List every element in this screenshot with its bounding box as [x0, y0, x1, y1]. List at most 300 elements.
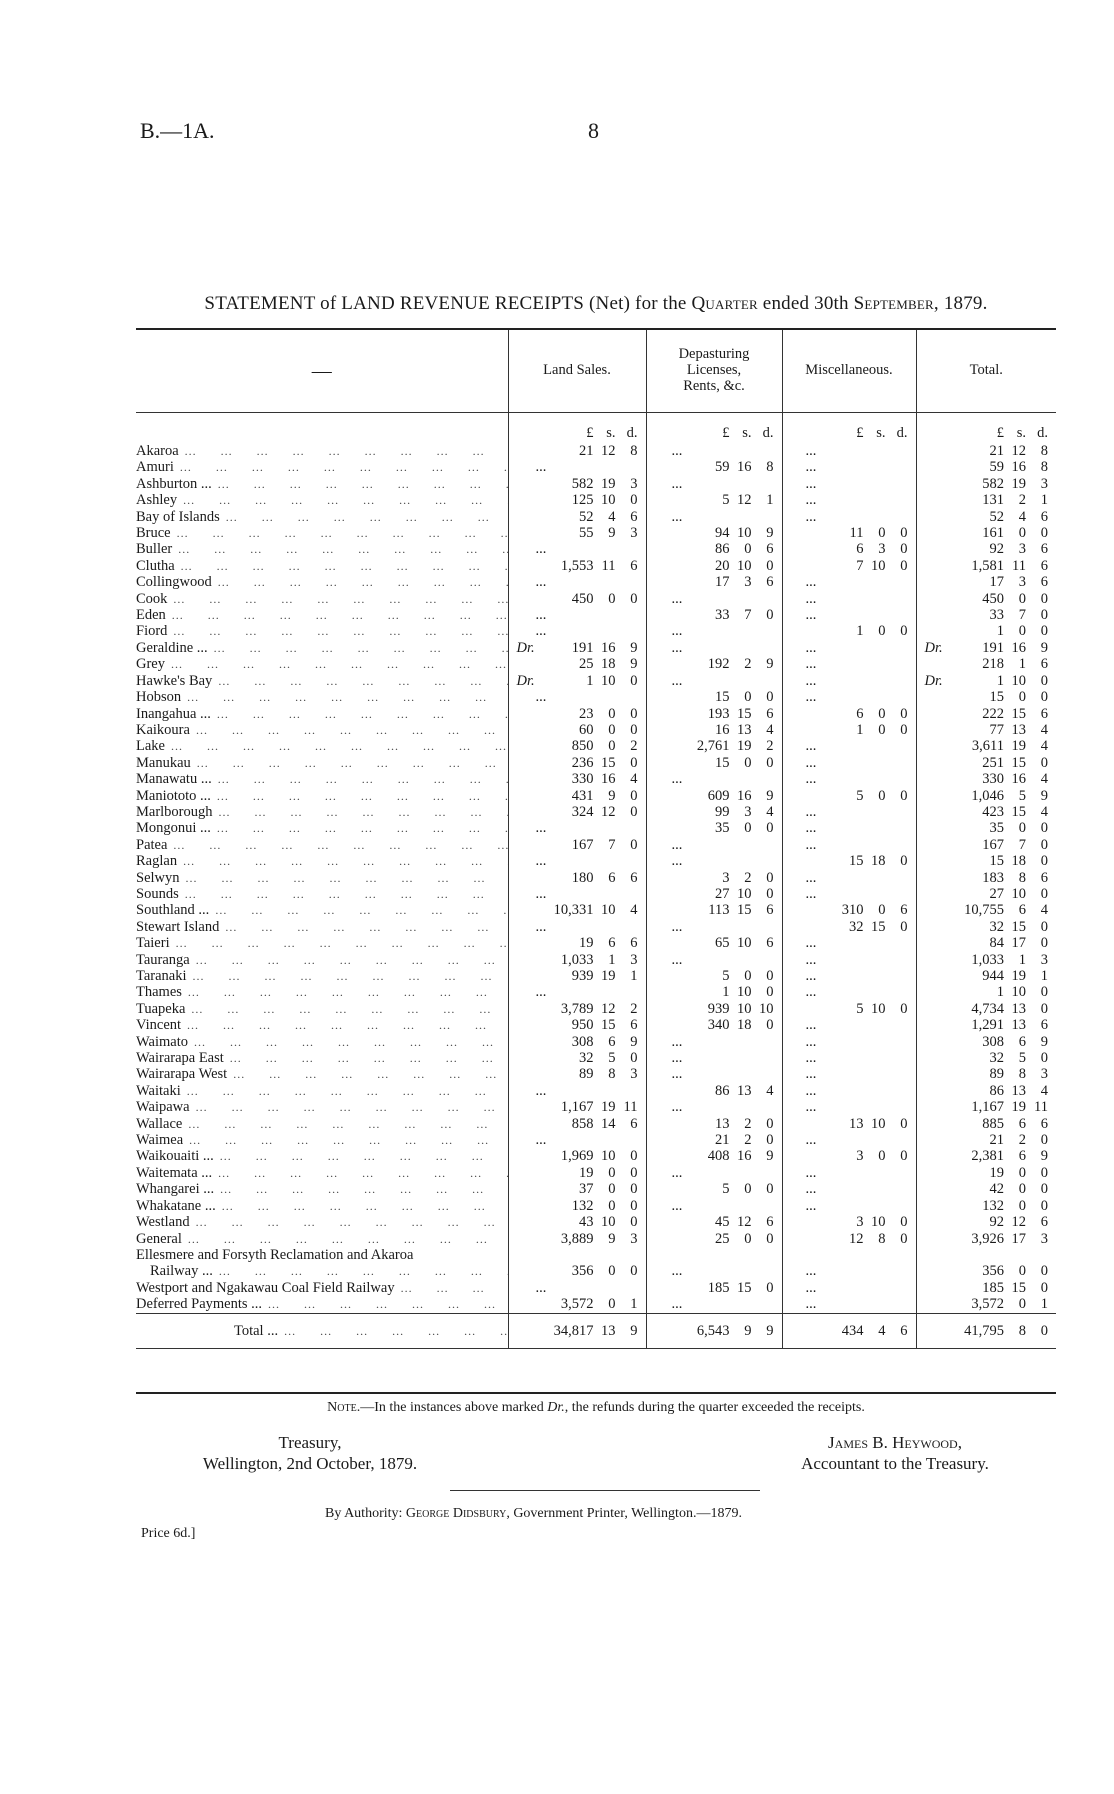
- district-name: [136, 509, 508, 525]
- leader-dots: [190, 722, 508, 738]
- pence: 0: [766, 1017, 774, 1034]
- amount: [917, 952, 1057, 968]
- pence: 3: [1040, 951, 1048, 968]
- shillings: 10: [601, 1214, 616, 1231]
- shillings: 2: [744, 869, 752, 886]
- pence: 0: [1040, 836, 1048, 853]
- amount: [509, 1083, 646, 1099]
- treasury-location: Treasury, Wellington, 2nd October, 1879.: [202, 1433, 418, 1473]
- pence: 0: [630, 492, 638, 509]
- district-cell: [136, 804, 508, 820]
- land-cell: [508, 623, 646, 639]
- shillings: 3: [1018, 574, 1026, 591]
- leader-dots: [211, 706, 508, 722]
- table-row: [136, 820, 1056, 836]
- amount: [783, 509, 916, 525]
- amount: [647, 804, 782, 820]
- table-row: [136, 509, 1056, 525]
- table-row: [136, 492, 1056, 508]
- amount: [509, 1066, 646, 1082]
- shillings: 0: [1018, 1197, 1026, 1214]
- shillings: 10: [737, 935, 752, 952]
- amount: [783, 706, 916, 722]
- amount: [647, 1148, 782, 1164]
- district-label: Deferred Payments ...: [136, 1296, 263, 1313]
- pounds: 27: [715, 885, 730, 902]
- amount: [917, 1001, 1057, 1017]
- land-cell: [508, 1066, 646, 1082]
- table-row: [136, 804, 1056, 820]
- district-cell: [136, 623, 508, 639]
- leader-dots: [208, 640, 508, 656]
- amount: [783, 1132, 916, 1148]
- nil-marker: ...: [805, 935, 817, 952]
- dep-cell: [646, 459, 782, 475]
- amount: [509, 755, 646, 771]
- pounds: 59: [989, 459, 1004, 476]
- total-cell: [916, 935, 1056, 951]
- pence: 9: [1040, 787, 1048, 804]
- amount: [917, 492, 1057, 508]
- shillings: 0: [744, 754, 752, 771]
- total-misc: [782, 1313, 916, 1348]
- district-cell: [136, 689, 508, 705]
- pounds: 5: [722, 492, 730, 509]
- shillings: 2: [1018, 1132, 1026, 1149]
- amount: [647, 706, 782, 722]
- total-cell: [916, 1181, 1056, 1197]
- amount: [917, 1148, 1057, 1164]
- amount: [647, 1181, 782, 1197]
- pounds: 32: [989, 918, 1004, 935]
- nil-marker: ...: [805, 738, 817, 755]
- pence: 4: [1040, 902, 1048, 919]
- district-name: [136, 459, 508, 475]
- total-cell: [916, 1132, 1056, 1148]
- pounds: 3: [856, 1214, 864, 1231]
- table-row: [136, 1214, 1056, 1230]
- pence: 11: [1034, 1099, 1048, 1116]
- leader-dots: [182, 1116, 507, 1132]
- nil-marker: ...: [805, 820, 817, 837]
- pounds: 161: [982, 525, 1004, 542]
- debit-marker: Dr.: [924, 672, 943, 689]
- leader-dots: [212, 673, 507, 689]
- leader-dots: [216, 1198, 508, 1214]
- amount: [783, 1050, 916, 1066]
- unit-labels: [509, 425, 646, 441]
- district-name: [136, 1066, 508, 1082]
- nil-marker: ...: [671, 853, 683, 870]
- leader-dots: [188, 1034, 508, 1050]
- amount: [917, 623, 1057, 639]
- district-label: Taieri: [136, 935, 170, 952]
- amount: [647, 443, 782, 459]
- amount: [647, 788, 782, 804]
- amount: [509, 689, 646, 705]
- amount: [509, 853, 646, 869]
- misc-cell: [782, 902, 916, 918]
- amount: [917, 1280, 1057, 1296]
- amount: [647, 541, 782, 557]
- amount: [783, 1034, 916, 1050]
- misc-cell: [782, 623, 916, 639]
- shillings: 6: [1018, 1033, 1026, 1050]
- misc-cell: [782, 1083, 916, 1099]
- district-label: Bay of Islands: [136, 508, 220, 525]
- shillings: 0: [608, 738, 616, 755]
- dep-cell: [646, 574, 782, 590]
- pounds: 236: [571, 754, 594, 771]
- dep-cell: [646, 1263, 782, 1279]
- amount: [509, 492, 646, 508]
- total-cell: [916, 820, 1056, 836]
- table-row: [136, 459, 1056, 475]
- district-cell: [136, 1198, 508, 1214]
- nil-marker: ...: [535, 607, 547, 624]
- dep-cell: [646, 1001, 782, 1017]
- shillings: 6: [1018, 1148, 1026, 1165]
- amount: [509, 1314, 646, 1348]
- district-label: Waimea: [136, 1132, 184, 1149]
- pence: 0: [900, 525, 908, 542]
- amount: [783, 968, 916, 984]
- shillings: 7: [1018, 607, 1026, 624]
- table-row: [136, 1148, 1056, 1164]
- amount: [783, 492, 916, 508]
- pence: 4: [1040, 771, 1048, 788]
- pence: 6: [1040, 541, 1048, 558]
- amount: [647, 771, 782, 787]
- pence: 6: [1040, 705, 1048, 722]
- nil-marker: ...: [805, 869, 817, 886]
- unit-pence: d.: [626, 424, 638, 441]
- amount: [509, 1050, 646, 1066]
- pence: 0: [766, 869, 774, 886]
- total-cell: [916, 1001, 1056, 1017]
- land-cell: [508, 525, 646, 541]
- leader-dots: [165, 738, 508, 754]
- table-row: [136, 1198, 1056, 1214]
- amount: [783, 1083, 916, 1099]
- total-cell: [916, 919, 1056, 935]
- land-cell: [508, 771, 646, 787]
- amount: [509, 1165, 646, 1181]
- pounds: 7: [856, 557, 864, 574]
- pence: 1: [630, 968, 638, 984]
- pounds: 15: [989, 853, 1004, 870]
- district-name: [136, 673, 508, 689]
- land-cell: [508, 1214, 646, 1230]
- amount: [917, 525, 1057, 541]
- table-row: [136, 443, 1056, 459]
- dep-cell: [646, 919, 782, 935]
- pence: 2: [766, 738, 774, 755]
- pounds: 1: [722, 984, 730, 1001]
- total-cell: [916, 1099, 1056, 1115]
- amount: [509, 476, 646, 492]
- amount: [509, 1116, 646, 1132]
- pounds: 33: [989, 607, 1004, 624]
- pounds: 59: [715, 459, 730, 476]
- land-cell: [508, 1263, 646, 1279]
- amount: [783, 952, 916, 968]
- shillings: 0: [1018, 1164, 1026, 1181]
- district-name: [136, 804, 508, 820]
- amount: [647, 738, 782, 754]
- shillings: 0: [744, 968, 752, 984]
- nil-marker: ...: [535, 459, 547, 476]
- shillings: 19: [1011, 475, 1026, 492]
- amount: [783, 623, 916, 639]
- amount: [509, 558, 646, 574]
- pounds: 310: [841, 902, 864, 919]
- amount: [509, 1263, 646, 1279]
- pence: 1: [630, 1296, 638, 1313]
- pounds: 1,553: [560, 557, 594, 574]
- misc-cell: [782, 574, 916, 590]
- amount: [783, 870, 916, 886]
- pounds: 37: [579, 1181, 594, 1198]
- header-name: —: [136, 329, 508, 413]
- shillings: 19: [1011, 968, 1026, 984]
- amount: [647, 1050, 782, 1066]
- pounds: 41,795: [964, 1322, 1004, 1339]
- amount: [917, 902, 1057, 918]
- amount: [917, 443, 1057, 459]
- total-cell: [916, 804, 1056, 820]
- table-row: [136, 689, 1056, 705]
- amount: [647, 1280, 782, 1296]
- shillings: 13: [737, 721, 752, 738]
- amount: [917, 820, 1057, 836]
- dep-cell: [646, 837, 782, 853]
- pounds: 1,167: [560, 1099, 594, 1116]
- pence: 2: [630, 1000, 638, 1017]
- district-label: Maniototo ...: [136, 787, 211, 804]
- shillings: 19: [601, 968, 616, 984]
- dep-cell: [646, 755, 782, 771]
- amount: [647, 673, 782, 689]
- pence: 0: [900, 705, 908, 722]
- dep-cell: [646, 984, 782, 1000]
- pence: 9: [766, 656, 774, 673]
- table-row: [136, 656, 1056, 672]
- district-label: Kaikoura: [136, 721, 190, 738]
- district-name: [136, 1247, 508, 1263]
- nil-marker: ...: [805, 1296, 817, 1313]
- shillings: 9: [608, 1230, 616, 1247]
- amount: [647, 902, 782, 918]
- amount: [917, 656, 1057, 672]
- pence: 0: [900, 1230, 908, 1247]
- nil-marker: ...: [671, 443, 683, 459]
- pence: 0: [1040, 689, 1048, 706]
- misc-cell: [782, 870, 916, 886]
- shillings: 0: [608, 590, 616, 607]
- shillings: 2: [1018, 492, 1026, 509]
- table-row: [136, 1263, 1056, 1279]
- pence: 6: [630, 557, 638, 574]
- pounds: 434: [841, 1322, 864, 1339]
- pounds: 193: [707, 705, 730, 722]
- leader-dots: [181, 1083, 508, 1099]
- leader-dots: [220, 509, 508, 525]
- amount: [647, 574, 782, 590]
- amount: [783, 788, 916, 804]
- district-cell: [136, 574, 508, 590]
- amount: [917, 722, 1057, 738]
- misc-cell: [782, 1181, 916, 1197]
- amount: [917, 1231, 1057, 1247]
- pounds: 450: [982, 590, 1004, 607]
- table-row: [136, 1001, 1056, 1017]
- table-row: [136, 984, 1056, 1000]
- nil-marker: ...: [535, 1082, 547, 1099]
- district-cell: [136, 1034, 508, 1050]
- district-cell: [136, 771, 508, 787]
- pence: 0: [900, 623, 908, 640]
- pounds: 1,033: [560, 951, 594, 968]
- district-label: Bruce: [136, 525, 171, 542]
- signatory: James B. Heywood, Accountant to the Treasury.: [801, 1433, 989, 1473]
- nil-marker: ...: [805, 803, 817, 820]
- shillings: 13: [1011, 1000, 1026, 1017]
- dep-cell: [646, 541, 782, 557]
- amount: [783, 689, 916, 705]
- unit-shilling: s.: [1016, 424, 1026, 441]
- nil-marker: ...: [671, 1099, 683, 1116]
- district-cell: [136, 886, 508, 902]
- amount: [917, 870, 1057, 886]
- amount: [509, 1034, 646, 1050]
- shillings: 0: [608, 1164, 616, 1181]
- pounds: 15: [715, 689, 730, 706]
- shillings: 8: [1018, 1066, 1026, 1083]
- pence: 6: [1040, 1017, 1048, 1034]
- dep-cell: [646, 1165, 782, 1181]
- district-label: Stewart Island: [136, 918, 220, 935]
- dep-cell: [646, 689, 782, 705]
- nil-marker: ...: [535, 541, 547, 558]
- amount: [917, 1263, 1057, 1279]
- table-row: [136, 574, 1056, 590]
- amount: [509, 1214, 646, 1230]
- dep-cell: [646, 952, 782, 968]
- land-cell: [508, 1296, 646, 1313]
- pounds: 340: [707, 1017, 730, 1034]
- dep-cell: [646, 1148, 782, 1164]
- pence: 9: [630, 1322, 638, 1339]
- shillings: 10: [601, 672, 616, 689]
- amount: [509, 1001, 646, 1017]
- dep-cell: [646, 1247, 782, 1263]
- district-name: [136, 607, 508, 623]
- pounds: 1: [856, 623, 864, 640]
- pence: 0: [630, 754, 638, 771]
- shillings: 18: [1011, 853, 1026, 870]
- district-name: [136, 935, 508, 951]
- land-cell: [508, 1034, 646, 1050]
- leader-dots: [190, 952, 508, 968]
- table-row: [136, 1132, 1056, 1148]
- leader-dots: [278, 1314, 507, 1348]
- district-label: Mongonui ...: [136, 820, 211, 837]
- district-name: [136, 837, 508, 853]
- district-label: Wallace: [136, 1115, 183, 1132]
- district-name: [136, 1280, 508, 1296]
- pence: 0: [766, 1115, 774, 1132]
- leader-dots: [211, 788, 508, 804]
- total-cell: [916, 952, 1056, 968]
- amount: [509, 968, 646, 984]
- receipts-table: [136, 328, 1056, 1349]
- pence: 0: [766, 1181, 774, 1198]
- district-name: [136, 919, 508, 935]
- total-cell: [916, 673, 1056, 689]
- table-row: [136, 722, 1056, 738]
- district-cell: [136, 1247, 508, 1263]
- amount: [917, 1017, 1057, 1033]
- amount: [783, 1148, 916, 1164]
- pounds: 1,581: [971, 557, 1004, 574]
- nil-marker: ...: [535, 984, 547, 1001]
- dep-cell: [646, 886, 782, 902]
- nil-marker: ...: [671, 1296, 683, 1313]
- grand-total: [916, 1313, 1056, 1348]
- total-cell: [916, 755, 1056, 771]
- pounds: 92: [989, 1214, 1004, 1231]
- district-cell: [136, 1296, 508, 1313]
- pounds: 356: [571, 1263, 594, 1280]
- district-label: Waimato: [136, 1033, 188, 1050]
- shillings: 0: [1018, 820, 1026, 837]
- leader-dots: [182, 1231, 508, 1247]
- district-name: [136, 706, 508, 722]
- unit-pound: £: [996, 424, 1004, 441]
- shillings: 15: [737, 902, 752, 919]
- pence: 0: [1040, 1322, 1048, 1339]
- dep-cell: [646, 1050, 782, 1066]
- shillings: 10: [737, 885, 752, 902]
- amount: [509, 525, 646, 541]
- pounds: 191: [571, 639, 594, 656]
- amount: [647, 1263, 782, 1279]
- total-cell: [916, 1263, 1056, 1279]
- shillings: 8: [1018, 869, 1026, 886]
- pounds: 3,926: [971, 1230, 1004, 1247]
- shillings: 10: [1011, 984, 1026, 1001]
- misc-cell: [782, 788, 916, 804]
- nil-marker: ...: [805, 574, 817, 591]
- amount: [783, 820, 916, 836]
- pence: 6: [766, 541, 774, 558]
- district-cell: [136, 755, 508, 771]
- leader-dots: [395, 1280, 508, 1296]
- shillings: 0: [878, 902, 886, 919]
- dep-cell: [646, 623, 782, 639]
- pounds: 5: [856, 1000, 864, 1017]
- amount: [509, 870, 646, 886]
- nil-marker: ...: [805, 508, 817, 525]
- amount: [509, 722, 646, 738]
- pounds: 1,291: [971, 1017, 1004, 1034]
- nil-marker: ...: [535, 853, 547, 870]
- nil-marker: ...: [535, 689, 547, 706]
- land-cell: [508, 541, 646, 557]
- district-label: Westport and Ngakawau Coal Field Railway: [136, 1279, 395, 1296]
- amount: [509, 1198, 646, 1214]
